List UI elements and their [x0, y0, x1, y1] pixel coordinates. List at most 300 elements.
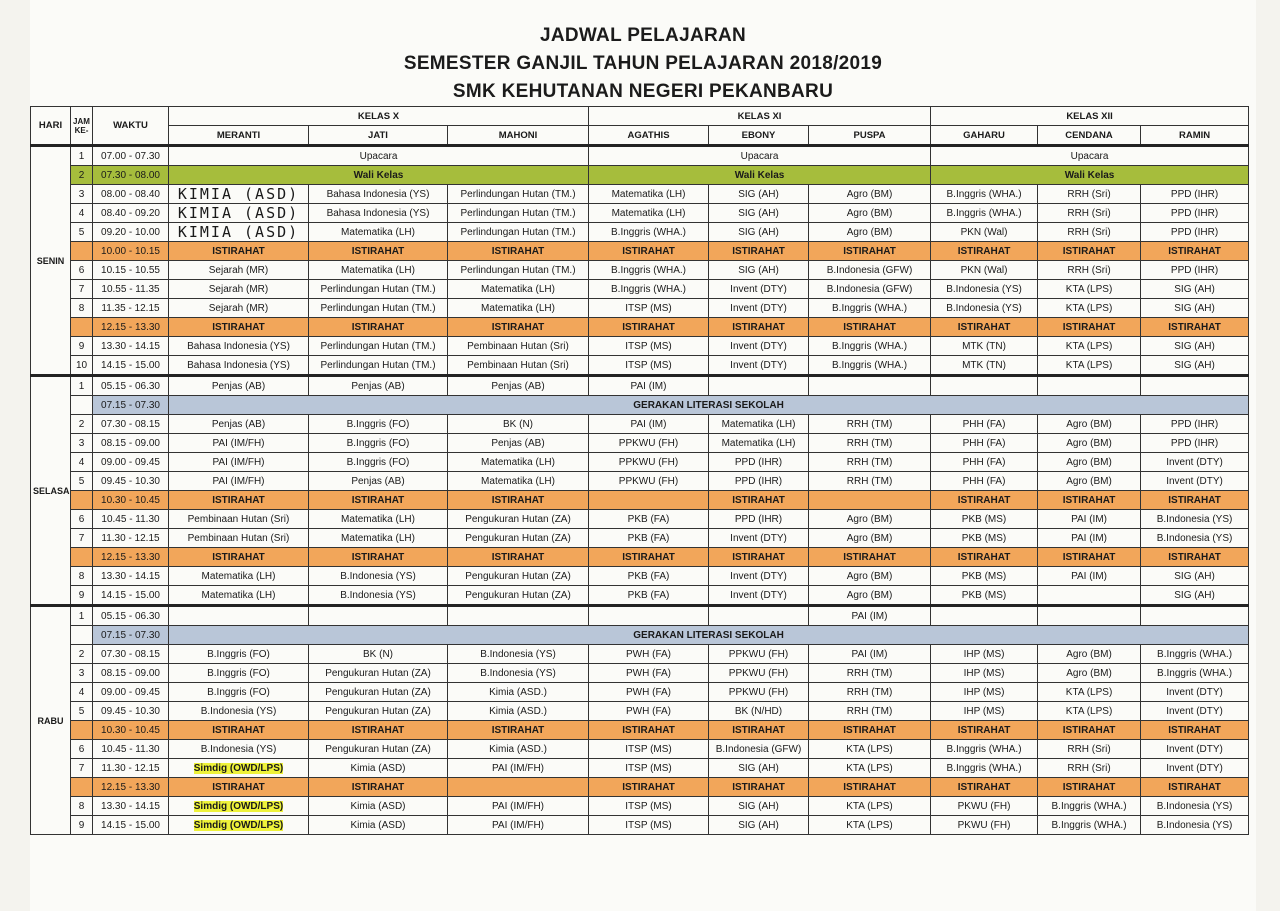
lesson-cell-mahoni: Perlindungan Hutan (TM.) [448, 223, 589, 242]
lesson-cell-puspa: ISTIRAHAT [809, 778, 931, 797]
lesson-cell-cendana: RRH (Sri) [1038, 204, 1141, 223]
lesson-cell-meranti: KIMIA (ASD) [169, 185, 309, 204]
lesson-cell-ebony: SIG (AH) [709, 797, 809, 816]
lesson-cell-meranti: ISTIRAHAT [169, 548, 309, 567]
lesson-cell-cendana: KTA (LPS) [1038, 683, 1141, 702]
lesson-cell-puspa: KTA (LPS) [809, 759, 931, 778]
lesson-cell-meranti: Matematika (LH) [169, 567, 309, 586]
schedule-row [31, 683, 1249, 702]
waktu: 13.30 - 14.15 [93, 567, 169, 586]
lesson-cell-cendana: KTA (LPS) [1038, 299, 1141, 318]
lesson-cell-puspa: Agro (BM) [809, 529, 931, 548]
lesson-cell-mahoni [448, 778, 589, 797]
lesson-cell-meranti: PAI (IM/FH) [169, 472, 309, 491]
waktu: 10.45 - 11.30 [93, 510, 169, 529]
lesson-cell-ramin: PPD (IHR) [1141, 223, 1249, 242]
lesson-cell-ramin: ISTIRAHAT [1141, 548, 1249, 567]
lesson-cell-cendana: KTA (LPS) [1038, 337, 1141, 356]
lesson-cell-ebony: SIG (AH) [709, 261, 809, 280]
lesson-cell-ramin: Invent (DTY) [1141, 702, 1249, 721]
jam-ke: 7 [71, 759, 93, 778]
schedule-row [31, 529, 1249, 548]
lesson-cell-jati: ISTIRAHAT [309, 242, 448, 261]
jam-ke: 6 [71, 510, 93, 529]
lesson-cell-gaharu: ISTIRAHAT [931, 242, 1038, 261]
schedule-row [31, 491, 1249, 510]
lesson-cell-ramin: B.Inggris (WHA.) [1141, 645, 1249, 664]
lesson-cell-puspa: ISTIRAHAT [809, 242, 931, 261]
lesson-cell-agathis: PKB (FA) [589, 529, 709, 548]
lesson-cell-jati: B.Inggris (FO) [309, 453, 448, 472]
header-class-cendana: CENDANA [1038, 126, 1141, 146]
waktu: 14.15 - 15.00 [93, 356, 169, 376]
lesson-cell-jati: Pengukuran Hutan (ZA) [309, 702, 448, 721]
jam-ke [71, 318, 93, 337]
lesson-cell-puspa [809, 376, 931, 396]
lesson-cell-ebony: Invent (DTY) [709, 586, 809, 606]
day-label-rabu: RABU [31, 606, 71, 835]
lesson-cell-mahoni: B.Indonesia (YS) [448, 664, 589, 683]
lesson-cell-gaharu: PKB (MS) [931, 567, 1038, 586]
lesson-cell-mahoni: Matematika (LH) [448, 472, 589, 491]
jam-ke: 9 [71, 816, 93, 835]
lesson-cell-agathis: ITSP (MS) [589, 759, 709, 778]
gerakan-literasi-cell: GERAKAN LITERASI SEKOLAH [169, 626, 1249, 645]
lesson-cell-mahoni: BK (N) [448, 415, 589, 434]
schedule-row [31, 472, 1249, 491]
lesson-cell-cendana: Agro (BM) [1038, 645, 1141, 664]
lesson-cell-meranti: ISTIRAHAT [169, 721, 309, 740]
lesson-cell-gaharu: IHP (MS) [931, 664, 1038, 683]
waktu: 09.00 - 09.45 [93, 683, 169, 702]
header-class-meranti: MERANTI [169, 126, 309, 146]
lesson-cell-gaharu: ISTIRAHAT [931, 491, 1038, 510]
day-label-senin: SENIN [31, 146, 71, 376]
class-group-cell: Wali Kelas [931, 166, 1249, 185]
lesson-cell-ramin: ISTIRAHAT [1141, 318, 1249, 337]
waktu: 07.15 - 07.30 [93, 396, 169, 415]
jam-ke: 8 [71, 567, 93, 586]
jam-ke: 3 [71, 434, 93, 453]
lesson-cell-meranti: Penjas (AB) [169, 376, 309, 396]
lesson-cell-ramin: Invent (DTY) [1141, 740, 1249, 759]
schedule-row [31, 166, 1249, 185]
lesson-cell-meranti [169, 759, 309, 778]
waktu: 07.30 - 08.00 [93, 166, 169, 185]
schedule-row [31, 415, 1249, 434]
lesson-cell-gaharu: PKN (Wal) [931, 261, 1038, 280]
lesson-cell-cendana: B.Inggris (WHA.) [1038, 797, 1141, 816]
lesson-cell-mahoni: Penjas (AB) [448, 434, 589, 453]
lesson-cell-ebony: Invent (DTY) [709, 280, 809, 299]
lesson-cell-gaharu: ISTIRAHAT [931, 778, 1038, 797]
lesson-cell-gaharu: ISTIRAHAT [931, 721, 1038, 740]
lesson-cell-mahoni: Matematika (LH) [448, 299, 589, 318]
header-group-3: KELAS XII [931, 107, 1249, 126]
lesson-cell-ebony: ISTIRAHAT [709, 318, 809, 337]
lesson-cell-ramin [1141, 606, 1249, 626]
lesson-cell-jati: ISTIRAHAT [309, 318, 448, 337]
lesson-cell-agathis: ITSP (MS) [589, 816, 709, 835]
lesson-cell-puspa: RRH (TM) [809, 664, 931, 683]
lesson-cell-meranti: ISTIRAHAT [169, 778, 309, 797]
lesson-cell-mahoni: Pengukuran Hutan (ZA) [448, 529, 589, 548]
waktu: 10.00 - 10.15 [93, 242, 169, 261]
lesson-cell-cendana: Agro (BM) [1038, 415, 1141, 434]
lesson-cell-cendana: PAI (IM) [1038, 567, 1141, 586]
schedule-row [31, 242, 1249, 261]
lesson-cell-ebony: Invent (DTY) [709, 567, 809, 586]
lesson-cell-jati: B.Inggris (FO) [309, 434, 448, 453]
waktu: 10.15 - 10.55 [93, 261, 169, 280]
schedule-row [31, 645, 1249, 664]
schedule-row [31, 721, 1249, 740]
lesson-cell-puspa: PAI (IM) [809, 606, 931, 626]
waktu: 09.00 - 09.45 [93, 453, 169, 472]
waktu: 10.30 - 10.45 [93, 721, 169, 740]
jam-ke: 3 [71, 185, 93, 204]
lesson-cell-puspa: RRH (TM) [809, 683, 931, 702]
title-line-2: SEMESTER GANJIL TAHUN PELAJARAN 2018/2019 [403, 53, 883, 74]
lesson-cell-agathis: ISTIRAHAT [589, 548, 709, 567]
lesson-cell-jati: ISTIRAHAT [309, 491, 448, 510]
lesson-cell-ebony: SIG (AH) [709, 204, 809, 223]
lesson-cell-agathis: PWH (FA) [589, 664, 709, 683]
lesson-cell-cendana: ISTIRAHAT [1038, 491, 1141, 510]
jam-ke: 2 [71, 166, 93, 185]
jam-ke: 4 [71, 453, 93, 472]
lesson-cell-mahoni: ISTIRAHAT [448, 721, 589, 740]
lesson-cell-ramin: PPD (IHR) [1141, 261, 1249, 280]
jam-ke: 9 [71, 337, 93, 356]
schedule-row [31, 586, 1249, 606]
lesson-cell-mahoni: Matematika (LH) [448, 453, 589, 472]
lesson-cell-gaharu: PKN (Wal) [931, 223, 1038, 242]
lesson-cell-meranti: ISTIRAHAT [169, 242, 309, 261]
lesson-cell-ebony: PPKWU (FH) [709, 683, 809, 702]
header-waktu: WAKTU [93, 107, 169, 146]
schedule-row [31, 261, 1249, 280]
lesson-cell-jati: B.Inggris (FO) [309, 415, 448, 434]
lesson-cell-agathis: PPKWU (FH) [589, 453, 709, 472]
lesson-cell-agathis: Matematika (LH) [589, 204, 709, 223]
lesson-cell-ramin: ISTIRAHAT [1141, 242, 1249, 261]
lesson-cell-ramin: ISTIRAHAT [1141, 721, 1249, 740]
lesson-cell-gaharu: B.Indonesia (YS) [931, 299, 1038, 318]
lesson-cell-jati: Pengukuran Hutan (ZA) [309, 683, 448, 702]
lesson-cell-ramin: SIG (AH) [1141, 337, 1249, 356]
lesson-cell-mahoni: Pembinaan Hutan (Sri) [448, 356, 589, 376]
schedule-row [31, 299, 1249, 318]
lesson-cell-jati: BK (N) [309, 645, 448, 664]
schedule-row [31, 778, 1249, 797]
lesson-cell-jati: Kimia (ASD) [309, 797, 448, 816]
lesson-cell-mahoni: PAI (IM/FH) [448, 759, 589, 778]
lesson-cell-mahoni: ISTIRAHAT [448, 242, 589, 261]
lesson-cell-puspa: Agro (BM) [809, 586, 931, 606]
lesson-cell-cendana: KTA (LPS) [1038, 702, 1141, 721]
schedule-row [31, 567, 1249, 586]
lesson-cell-cendana: B.Inggris (WHA.) [1038, 816, 1141, 835]
lesson-cell-gaharu: PKWU (FH) [931, 797, 1038, 816]
jam-ke [71, 778, 93, 797]
waktu: 05.15 - 06.30 [93, 606, 169, 626]
header-class-puspa: PUSPA [809, 126, 931, 146]
lesson-cell-meranti: B.Inggris (FO) [169, 664, 309, 683]
lesson-cell-ramin: PPD (IHR) [1141, 415, 1249, 434]
schedule-row [31, 740, 1249, 759]
lesson-cell-cendana: ISTIRAHAT [1038, 242, 1141, 261]
waktu: 05.15 - 06.30 [93, 376, 169, 396]
lesson-cell-jati: Matematika (LH) [309, 510, 448, 529]
lesson-cell-meranti: KIMIA (ASD) [169, 204, 309, 223]
lesson-cell-jati: Matematika (LH) [309, 223, 448, 242]
jam-ke: 3 [71, 664, 93, 683]
lesson-cell-ebony: Matematika (LH) [709, 434, 809, 453]
waktu: 07.30 - 08.15 [93, 415, 169, 434]
highlighted-lesson: Simdig (OWD/LPS) [193, 819, 284, 831]
lesson-cell-cendana [1038, 606, 1141, 626]
waktu: 12.15 - 13.30 [93, 548, 169, 567]
lesson-cell-cendana [1038, 586, 1141, 606]
jam-ke: 2 [71, 645, 93, 664]
lesson-cell-ebony: ISTIRAHAT [709, 721, 809, 740]
lesson-cell-meranti: Sejarah (MR) [169, 261, 309, 280]
lesson-cell-cendana: KTA (LPS) [1038, 280, 1141, 299]
lesson-cell-ebony: BK (N/HD) [709, 702, 809, 721]
lesson-cell-jati: Pengukuran Hutan (ZA) [309, 740, 448, 759]
lesson-cell-cendana: ISTIRAHAT [1038, 721, 1141, 740]
lesson-cell-meranti: B.Inggris (FO) [169, 683, 309, 702]
header-row-classes [31, 126, 1249, 146]
lesson-cell-agathis [589, 491, 709, 510]
lesson-cell-gaharu: MTK (TN) [931, 356, 1038, 376]
lesson-cell-mahoni: Perlindungan Hutan (TM.) [448, 204, 589, 223]
lesson-cell-agathis: PWH (FA) [589, 683, 709, 702]
waktu: 11.35 - 12.15 [93, 299, 169, 318]
lesson-cell-cendana: ISTIRAHAT [1038, 778, 1141, 797]
lesson-cell-meranti [169, 606, 309, 626]
lesson-cell-ebony: PPD (IHR) [709, 472, 809, 491]
lesson-cell-jati: Perlindungan Hutan (TM.) [309, 299, 448, 318]
schedule-row [31, 185, 1249, 204]
lesson-cell-ramin: B.Indonesia (YS) [1141, 816, 1249, 835]
lesson-cell-puspa [809, 491, 931, 510]
lesson-cell-meranti [169, 797, 309, 816]
lesson-cell-agathis: ITSP (MS) [589, 299, 709, 318]
lesson-cell-puspa: Agro (BM) [809, 185, 931, 204]
lesson-cell-ramin: Invent (DTY) [1141, 472, 1249, 491]
header-class-gaharu: GAHARU [931, 126, 1038, 146]
lesson-cell-agathis: PAI (IM) [589, 415, 709, 434]
lesson-cell-gaharu [931, 376, 1038, 396]
lesson-cell-ebony: Invent (DTY) [709, 529, 809, 548]
header-hari: HARI [31, 107, 71, 146]
waktu: 10.30 - 10.45 [93, 491, 169, 510]
lesson-cell-mahoni [448, 606, 589, 626]
lesson-cell-gaharu: PKB (MS) [931, 529, 1038, 548]
lesson-cell-gaharu: PKWU (FH) [931, 816, 1038, 835]
waktu: 11.30 - 12.15 [93, 529, 169, 548]
lesson-cell-puspa: RRH (TM) [809, 472, 931, 491]
lesson-cell-agathis: ITSP (MS) [589, 337, 709, 356]
lesson-cell-ebony: B.Indonesia (GFW) [709, 740, 809, 759]
schedule-row [31, 146, 1249, 166]
lesson-cell-ramin: SIG (AH) [1141, 299, 1249, 318]
lesson-cell-mahoni: Penjas (AB) [448, 376, 589, 396]
header-class-ebony: EBONY [709, 126, 809, 146]
lesson-cell-meranti: B.Inggris (FO) [169, 645, 309, 664]
jam-ke [71, 491, 93, 510]
lesson-cell-jati: Bahasa Indonesia (YS) [309, 204, 448, 223]
lesson-cell-ramin: Invent (DTY) [1141, 683, 1249, 702]
lesson-cell-jati: Matematika (LH) [309, 261, 448, 280]
lesson-cell-puspa: B.Inggris (WHA.) [809, 299, 931, 318]
jam-ke: 7 [71, 529, 93, 548]
lesson-cell-ramin: ISTIRAHAT [1141, 778, 1249, 797]
lesson-cell-puspa: B.Inggris (WHA.) [809, 337, 931, 356]
lesson-cell-agathis: PKB (FA) [589, 510, 709, 529]
schedule-row [31, 396, 1249, 415]
title-line-3: SMK KEHUTANAN NEGERI PEKANBARU [452, 81, 834, 102]
jam-ke: 8 [71, 797, 93, 816]
lesson-cell-meranti: PAI (IM/FH) [169, 434, 309, 453]
lesson-cell-cendana: KTA (LPS) [1038, 356, 1141, 376]
lesson-cell-mahoni: Pembinaan Hutan (Sri) [448, 337, 589, 356]
gerakan-literasi-cell: GERAKAN LITERASI SEKOLAH [169, 396, 1249, 415]
lesson-cell-jati: ISTIRAHAT [309, 778, 448, 797]
lesson-cell-meranti: PAI (IM/FH) [169, 453, 309, 472]
lesson-cell-agathis: ISTIRAHAT [589, 318, 709, 337]
lesson-cell-ebony: ISTIRAHAT [709, 778, 809, 797]
lesson-cell-puspa: RRH (TM) [809, 453, 931, 472]
lesson-cell-ebony [709, 606, 809, 626]
lesson-cell-gaharu: PHH (FA) [931, 472, 1038, 491]
schedule-table [30, 106, 1249, 835]
class-group-cell: Wali Kelas [589, 166, 931, 185]
lesson-cell-mahoni: Kimia (ASD.) [448, 683, 589, 702]
jam-ke: 5 [71, 472, 93, 491]
header-class-jati: JATI [309, 126, 448, 146]
lesson-cell-mahoni: Perlindungan Hutan (TM.) [448, 261, 589, 280]
waktu: 07.00 - 07.30 [93, 146, 169, 166]
lesson-cell-agathis: B.Inggris (WHA.) [589, 261, 709, 280]
schedule-row [31, 376, 1249, 396]
lesson-cell-ramin: PPD (IHR) [1141, 204, 1249, 223]
lesson-cell-ramin: B.Inggris (WHA.) [1141, 664, 1249, 683]
jam-ke: 5 [71, 223, 93, 242]
highlighted-lesson: Simdig (OWD/LPS) [193, 800, 284, 812]
lesson-cell-puspa: RRH (TM) [809, 434, 931, 453]
lesson-cell-mahoni: B.Indonesia (YS) [448, 645, 589, 664]
lesson-cell-jati: ISTIRAHAT [309, 548, 448, 567]
lesson-cell-agathis: PKB (FA) [589, 567, 709, 586]
lesson-cell-puspa: RRH (TM) [809, 702, 931, 721]
lesson-cell-agathis: PAI (IM) [589, 376, 709, 396]
lesson-cell-gaharu: ISTIRAHAT [931, 318, 1038, 337]
lesson-cell-meranti: ISTIRAHAT [169, 318, 309, 337]
lesson-cell-ramin: PPD (IHR) [1141, 185, 1249, 204]
lesson-cell-jati: B.Indonesia (YS) [309, 586, 448, 606]
lesson-cell-agathis: ITSP (MS) [589, 740, 709, 759]
schedule-row [31, 510, 1249, 529]
lesson-cell-gaharu: MTK (TN) [931, 337, 1038, 356]
jam-ke: 9 [71, 586, 93, 606]
schedule-row [31, 337, 1249, 356]
lesson-cell-ebony: PPKWU (FH) [709, 664, 809, 683]
lesson-cell-puspa: PAI (IM) [809, 645, 931, 664]
lesson-cell-mahoni: ISTIRAHAT [448, 548, 589, 567]
title-line-1: JADWAL PELAJARAN [539, 25, 747, 46]
lesson-cell-ramin: SIG (AH) [1141, 586, 1249, 606]
lesson-cell-meranti: Bahasa Indonesia (YS) [169, 337, 309, 356]
lesson-cell-ebony: ISTIRAHAT [709, 242, 809, 261]
lesson-cell-gaharu: IHP (MS) [931, 645, 1038, 664]
header-jam: JAM KE- [71, 107, 93, 146]
lesson-cell-cendana: Agro (BM) [1038, 453, 1141, 472]
lesson-cell-jati: Perlindungan Hutan (TM.) [309, 337, 448, 356]
lesson-cell-ramin: B.Indonesia (YS) [1141, 529, 1249, 548]
lesson-cell-meranti: Penjas (AB) [169, 415, 309, 434]
lesson-cell-agathis: PPKWU (FH) [589, 472, 709, 491]
schedule-row [31, 453, 1249, 472]
lesson-cell-cendana: RRH (Sri) [1038, 261, 1141, 280]
lesson-cell-ramin: Invent (DTY) [1141, 453, 1249, 472]
lesson-cell-agathis: PKB (FA) [589, 586, 709, 606]
lesson-cell-gaharu: PHH (FA) [931, 434, 1038, 453]
lesson-cell-cendana: ISTIRAHAT [1038, 318, 1141, 337]
lesson-cell-agathis: ISTIRAHAT [589, 242, 709, 261]
lesson-cell-agathis [589, 606, 709, 626]
lesson-cell-ebony: SIG (AH) [709, 816, 809, 835]
lesson-cell-ramin: SIG (AH) [1141, 280, 1249, 299]
lesson-cell-mahoni: Kimia (ASD.) [448, 702, 589, 721]
lesson-cell-cendana: Agro (BM) [1038, 472, 1141, 491]
jam-ke [71, 626, 93, 645]
waktu: 08.40 - 09.20 [93, 204, 169, 223]
schedule-row [31, 626, 1249, 645]
jam-ke: 4 [71, 683, 93, 702]
jam-ke [71, 721, 93, 740]
waktu: 09.45 - 10.30 [93, 472, 169, 491]
lesson-cell-puspa: B.Inggris (WHA.) [809, 356, 931, 376]
waktu: 12.15 - 13.30 [93, 778, 169, 797]
jam-ke [71, 396, 93, 415]
lesson-cell-agathis: PPKWU (FH) [589, 434, 709, 453]
schedule-row [31, 280, 1249, 299]
jam-ke: 1 [71, 146, 93, 166]
lesson-cell-mahoni: Kimia (ASD.) [448, 740, 589, 759]
lesson-cell-jati: Pengukuran Hutan (ZA) [309, 664, 448, 683]
lesson-cell-gaharu: IHP (MS) [931, 683, 1038, 702]
lesson-cell-gaharu: PKB (MS) [931, 586, 1038, 606]
lesson-cell-ebony: Invent (DTY) [709, 337, 809, 356]
lesson-cell-agathis: ITSP (MS) [589, 797, 709, 816]
jam-ke: 7 [71, 280, 93, 299]
lesson-cell-ebony: SIG (AH) [709, 185, 809, 204]
lesson-cell-jati: Kimia (ASD) [309, 759, 448, 778]
waktu: 09.20 - 10.00 [93, 223, 169, 242]
lesson-cell-gaharu: PHH (FA) [931, 453, 1038, 472]
lesson-cell-jati: B.Indonesia (YS) [309, 567, 448, 586]
lesson-cell-ebony: ISTIRAHAT [709, 491, 809, 510]
schedule-row [31, 759, 1249, 778]
lesson-cell-puspa: ISTIRAHAT [809, 318, 931, 337]
jam-ke: 2 [71, 415, 93, 434]
lesson-cell-cendana: RRH (Sri) [1038, 759, 1141, 778]
schedule-row [31, 702, 1249, 721]
lesson-cell-ramin [1141, 376, 1249, 396]
